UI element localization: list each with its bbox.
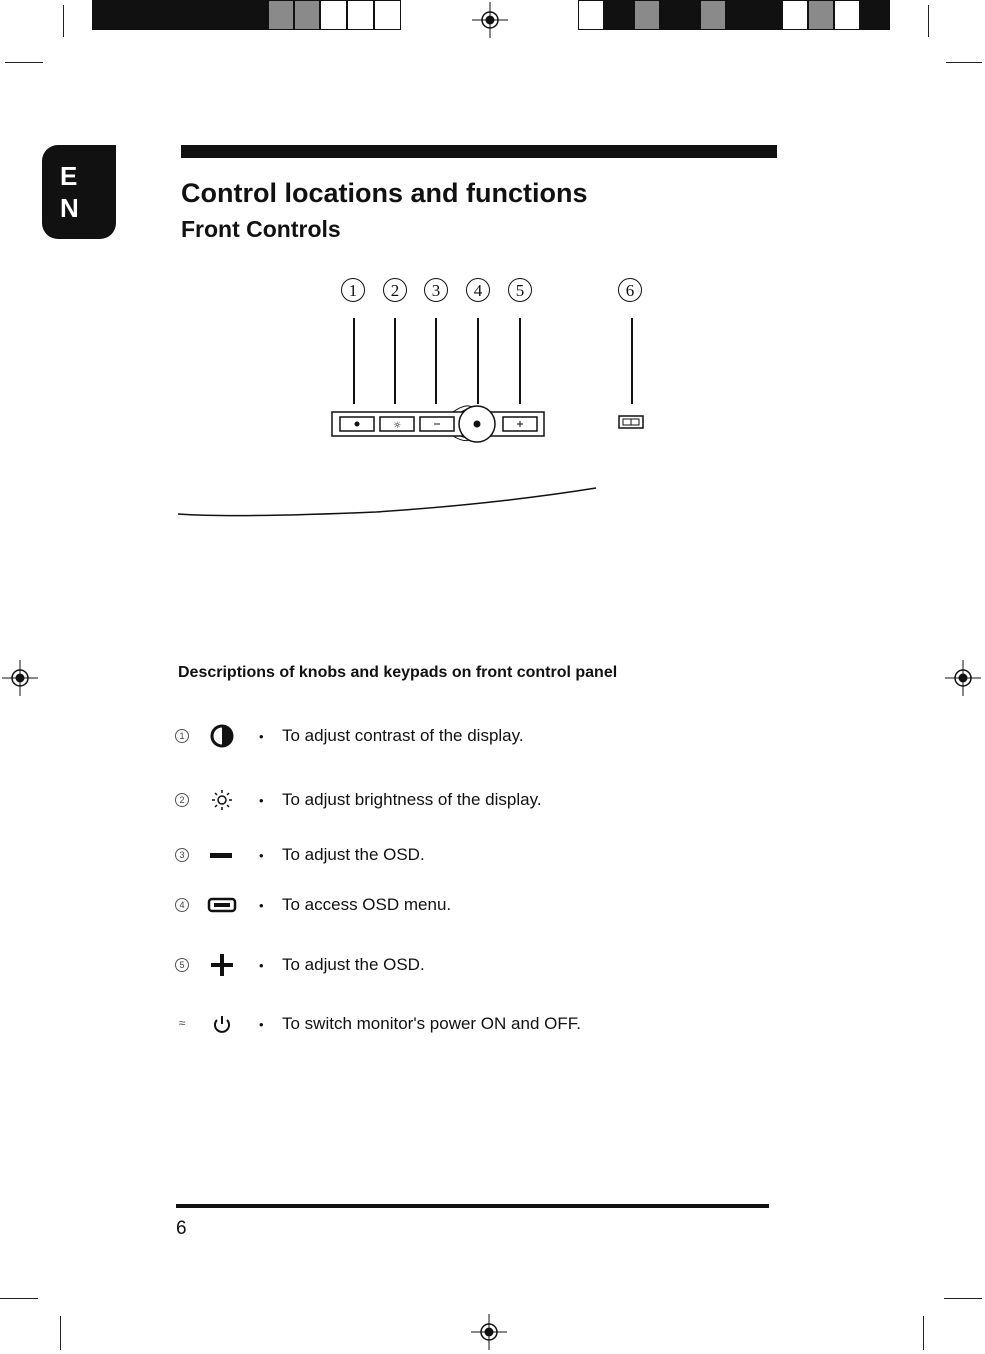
item-number: 2 [175, 793, 189, 807]
print-color-bar [92, 0, 401, 30]
descriptions-heading: Descriptions of knobs and keypads on front control panel [178, 664, 618, 681]
item-description: To switch monitor's power ON and OFF. [282, 1014, 581, 1033]
item-number: 3 [175, 848, 189, 862]
callout-2: 2 [383, 278, 407, 302]
language-tab-letter: E [60, 161, 78, 191]
language-tab [42, 145, 116, 239]
bullet: • [259, 792, 264, 808]
bullet: • [259, 728, 264, 744]
list-item [175, 839, 425, 871]
minus-icon [205, 839, 239, 871]
crop-mark [928, 5, 929, 37]
front-control-panel-drawing [328, 398, 550, 456]
bullet: • [259, 847, 264, 863]
print-color-bar [578, 0, 890, 30]
item-description: To adjust the OSD. [282, 845, 425, 864]
crop-mark [0, 1298, 38, 1299]
bullet: • [259, 957, 264, 973]
registration-mark-icon [945, 660, 981, 696]
crop-mark [5, 62, 43, 63]
contrast-icon [205, 720, 239, 752]
callout-3: 3 [424, 278, 448, 302]
bullet: • [259, 1016, 264, 1032]
crop-mark [60, 1316, 61, 1350]
item-description: To adjust contrast of the display. [282, 726, 524, 745]
footer-rule [176, 1204, 769, 1208]
registration-mark-icon [472, 2, 508, 38]
power-icon [205, 1008, 239, 1040]
list-item [175, 889, 452, 921]
leader-line [435, 318, 437, 404]
page-title: Control locations and functions [181, 178, 588, 208]
leader-line [477, 318, 479, 404]
header-rule [181, 145, 777, 158]
list-item [175, 949, 425, 981]
leader-line [519, 318, 521, 404]
monitor-base-outline [176, 482, 600, 522]
crop-mark [923, 1316, 924, 1350]
item-number: 4 [175, 898, 189, 912]
item-number: 5 [175, 958, 189, 972]
crop-mark [63, 5, 64, 37]
registration-mark-icon [2, 660, 38, 696]
section-subtitle: Front Controls [181, 216, 341, 242]
item-number: 1 [175, 729, 189, 743]
bullet: • [259, 897, 264, 913]
callout-6: 6 [618, 278, 642, 302]
page-number: 6 [176, 1218, 187, 1239]
callout-4: 4 [466, 278, 490, 302]
list-item [175, 1008, 581, 1040]
item-number: ≈ [178, 1016, 186, 1030]
leader-line [631, 318, 633, 404]
plus-icon [205, 949, 239, 981]
item-description: To adjust the OSD. [282, 955, 425, 974]
callout-1: 1 [341, 278, 365, 302]
power-button-drawing [618, 414, 644, 430]
item-description: To access OSD menu. [282, 895, 452, 914]
brightness-icon [205, 784, 239, 816]
svg-text:☼: ☼ [392, 421, 402, 431]
language-tab-letter: N [60, 193, 79, 223]
registration-mark-icon [471, 1314, 507, 1350]
leader-line [394, 318, 396, 404]
crop-mark [944, 1298, 982, 1299]
leader-line [353, 318, 355, 404]
item-description: To adjust brightness of the display. [282, 790, 542, 809]
crop-mark [946, 62, 982, 63]
menu-icon [205, 889, 239, 921]
callout-5: 5 [508, 278, 532, 302]
list-item [175, 784, 542, 816]
list-item [175, 720, 524, 752]
